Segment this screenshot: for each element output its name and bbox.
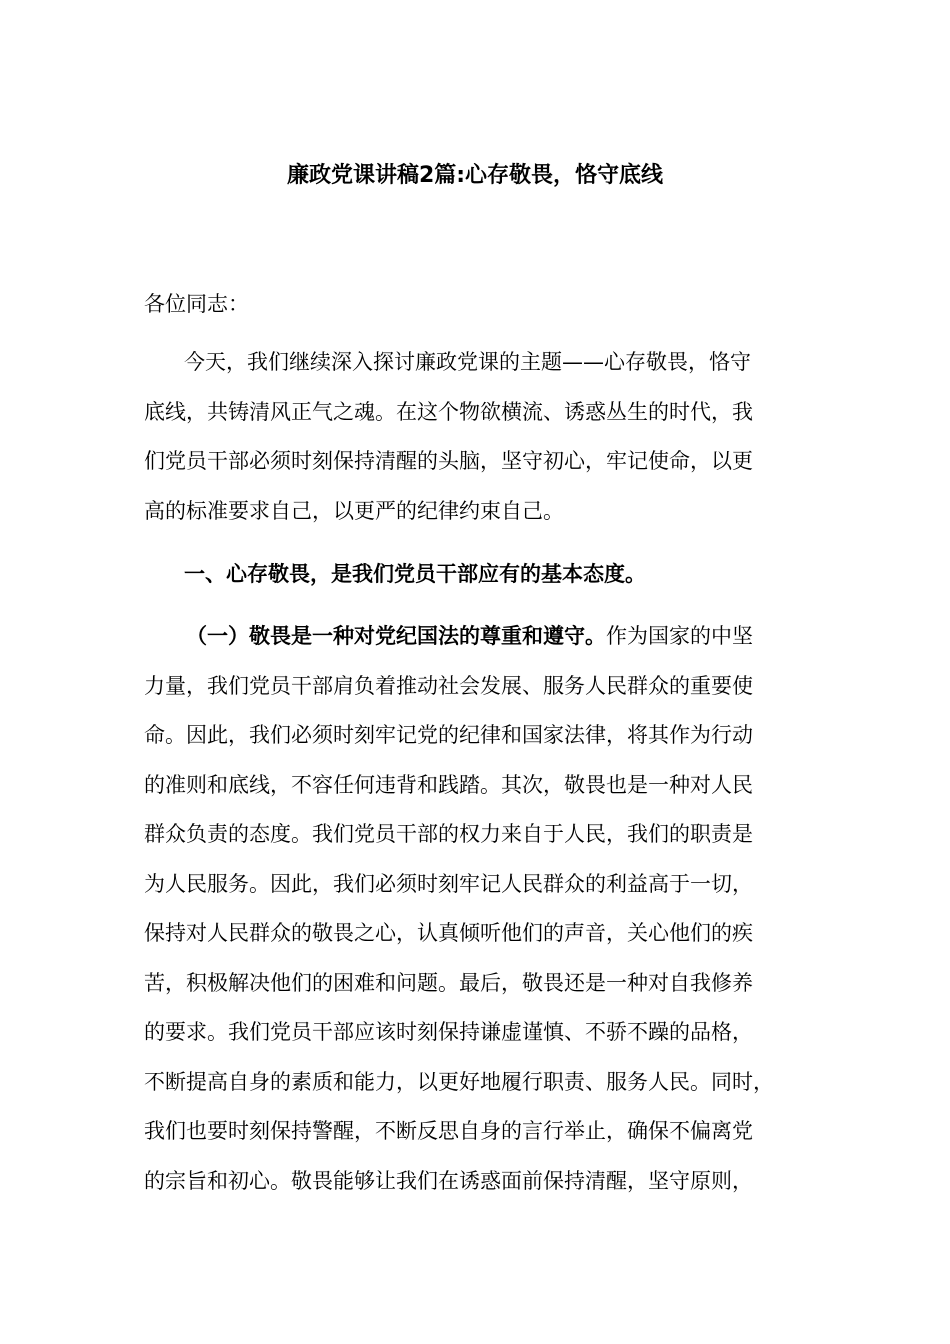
paragraph-line: 高的标准要求自己，以更严的纪律约束自己。 bbox=[144, 498, 564, 523]
paragraph-line: 命。因此，我们必须时刻牢记党的纪律和国家法律，将其作为行动 bbox=[144, 723, 753, 747]
paragraph-line: 的要求。我们党员干部应该时刻保持谦虚谨慎、不骄不躁的品格， bbox=[144, 1020, 753, 1044]
section-heading-text: 一、心存敬畏，是我们党员干部应有的基本态度。 bbox=[184, 562, 646, 586]
paragraph-intro bbox=[144, 338, 816, 536]
paragraph-line: 的宗旨和初心。敬畏能够让我们在诱惑面前保持清醒，坚守原则， bbox=[144, 1168, 753, 1193]
paragraph-first-line bbox=[144, 612, 816, 662]
paragraph-line: 苦，积极解决他们的困难和问题。最后，敬畏还是一种对自我修养 bbox=[144, 970, 753, 995]
paragraph-line: 力量，我们党员干部肩负着推动社会发展、服务人民群众的重要使 bbox=[144, 673, 753, 698]
paragraph-respect bbox=[144, 612, 816, 1206]
paragraph-line: 为人民服务。因此，我们必须时刻牢记人民群众的利益高于一切， bbox=[144, 871, 753, 896]
paragraph-line: 的准则和底线，不容任何违背和践踏。其次，敬畏也是一种对人民 bbox=[144, 772, 753, 797]
paragraph-line: 们党员干部必须时刻保持清醒的头脑，坚守初心，牢记使命，以更 bbox=[144, 449, 753, 473]
section-heading bbox=[144, 550, 816, 600]
paragraph-line: 今天，我们继续深入探讨廉政党课的主题——心存敬畏，恪守 bbox=[184, 350, 751, 374]
paragraph-lead-text: 作为国家的中坚 bbox=[606, 624, 753, 648]
document-title: 廉政党课讲稿2篇:心存敬畏，恪守底线 bbox=[286, 163, 664, 188]
paragraph-line: 我们也要时刻保持警醒，不断反思自身的言行举止，确保不偏离党 bbox=[144, 1119, 753, 1143]
paragraph-line: 底线，共铸清风正气之魂。在这个物欲横流、诱惑丛生的时代，我 bbox=[144, 399, 753, 424]
salutation-text: 各位同志： bbox=[144, 292, 249, 316]
paragraph-line: 群众负责的态度。我们党员干部的权力来自于人民，我们的职责是 bbox=[144, 822, 753, 846]
salutation bbox=[144, 280, 816, 330]
subheading-inline: （一）敬畏是一种对党纪国法的尊重和遵守。 bbox=[186, 624, 606, 648]
paragraph-line: 保持对人民群众的敬畏之心，认真倾听他们的声音，关心他们的疾 bbox=[144, 921, 753, 945]
paragraph-line: 不断提高自身的素质和能力，以更好地履行职责、服务人民。同时， bbox=[144, 1069, 774, 1094]
